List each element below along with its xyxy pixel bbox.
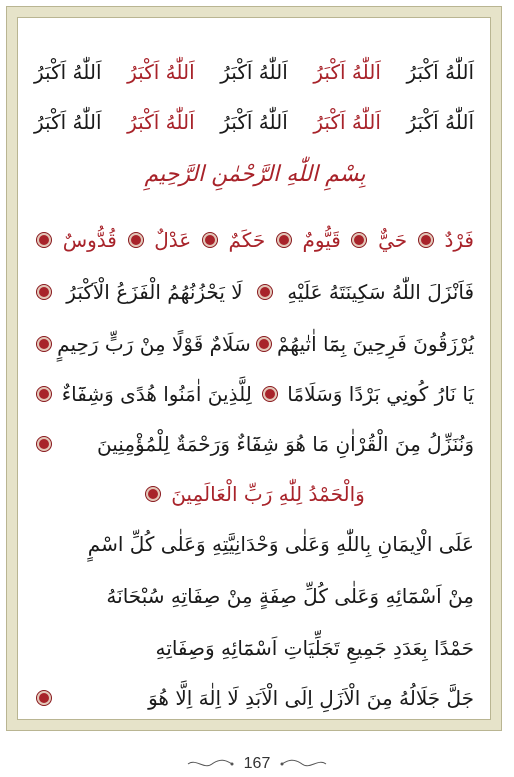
takbir-line-1 (34, 58, 474, 86)
prayer-text: مِنْ اَسْمَٓائِهِ وَعَلٰى كُلِّ صِفَةٍ مِنْ صِفَاتِهِ سُبْحَانَهُ (106, 584, 474, 608)
divine-name: قَيُّومٌ (302, 228, 341, 252)
verse-text: سَلَامٌ قَوْلًا مِنْ رَبٍّ رَحِيمٍ (57, 332, 251, 356)
red-dot-icon (352, 233, 366, 247)
divine-names-line (34, 226, 474, 254)
ornament-right-icon (280, 758, 328, 770)
prayer-text: حَمْدًا بِعَدَدِ جَمِيعِ تَجَلِّيَاتِ اَسْمَٓائِهِ وَصِفَاتِهِ (155, 636, 474, 660)
divine-name: فَرْدٌ (444, 228, 474, 252)
verse-text: لِلَّذِينَ اٰمَنُوا هُدًى وَشِفَٓاءٌ (61, 382, 252, 406)
takbir-phrase: اَللّٰهُ اَكْبَرُ (220, 60, 288, 84)
verse-line-3 (34, 380, 474, 408)
verse-line-2 (34, 330, 474, 358)
page-footer (0, 752, 514, 776)
prayer-line-4 (34, 684, 474, 712)
hamd-line (34, 480, 474, 508)
ornament-left-icon (186, 758, 234, 770)
prayer-line-2 (34, 582, 474, 610)
takbir-line-2 (34, 108, 474, 136)
takbir-phrase: اَللّٰهُ اَكْبَرُ (313, 110, 381, 134)
takbir-phrase: اَللّٰهُ اَكْبَرُ (406, 60, 474, 84)
red-dot-icon (37, 437, 51, 451)
red-dot-icon (203, 233, 217, 247)
red-dot-icon (263, 387, 277, 401)
red-dot-icon (37, 337, 51, 351)
verse-text: يُرْزَقُونَ فَرِحِينَ بِمَٓا اٰتٰيهُمْ (276, 332, 474, 356)
verse-text: يَا نَارُ كُونِي بَرْدًا وَسَلَامًا (287, 382, 474, 406)
takbir-phrase: اَللّٰهُ اَكْبَرُ (220, 110, 288, 134)
page-number: 167 (243, 755, 271, 772)
red-dot-icon (258, 285, 272, 299)
divine-name: قُدُّوسٌ (62, 228, 117, 252)
prayer-text: عَلَى الْاِيمَانِ بِاللّٰهِ وَعَلٰى وَحْدَانِيَّتِهِ وَعَلٰى كُلِّ اسْمٍ (87, 532, 474, 556)
red-dot-icon (277, 233, 291, 247)
divine-name: حَكَمٌ (228, 228, 266, 252)
red-dot-icon (129, 233, 143, 247)
red-dot-icon (37, 285, 51, 299)
takbir-phrase: اَللّٰهُ اَكْبَرُ (313, 60, 381, 84)
red-dot-icon (37, 691, 51, 705)
takbir-phrase: اَللّٰهُ اَكْبَرُ (406, 110, 474, 134)
divine-name: عَدْلٌ (154, 228, 192, 252)
verse-line-4 (34, 430, 474, 458)
takbir-phrase: اَللّٰهُ اَكْبَرُ (127, 60, 195, 84)
hamd-text: وَالْحَمْدُ لِلّٰهِ رَبِّ الْعَالَمِينَ (171, 482, 365, 506)
divine-name: حَيٌّ (378, 228, 408, 252)
prayer-line-1 (34, 530, 474, 558)
verse-text: لَا يَحْزُنُهُمُ الْفَزَعُ الْاَكْبَرُ (66, 280, 243, 304)
red-dot-icon (257, 337, 271, 351)
takbir-phrase: اَللّٰهُ اَكْبَرُ (34, 110, 102, 134)
verse-text: فَاَنْزَلَ اللّٰهُ سَكِينَتَهُ عَلَيْهِ (287, 280, 474, 304)
takbir-phrase: اَللّٰهُ اَكْبَرُ (34, 60, 102, 84)
verse-line-1 (34, 278, 474, 306)
takbir-phrase: اَللّٰهُ اَكْبَرُ (127, 110, 195, 134)
basmala-calligraphy: بِسْمِ اللّٰهِ الرَّحْمٰنِ الرَّحِيمِ (144, 162, 366, 187)
red-dot-icon (419, 233, 433, 247)
prayer-line-3 (34, 634, 474, 662)
prayer-text: جَلَّ جَلَالُهُ مِنَ الْاَزَلِ اِلَى الْاَبَدِ لَا اِلٰهَ اِلَّا هُوَ (148, 686, 474, 710)
red-dot-icon (146, 487, 160, 501)
red-dot-icon (37, 387, 51, 401)
red-dot-icon (37, 233, 51, 247)
verse-text: وَنُنَزِّلُ مِنَ الْقُرْاٰنِ مَا هُوَ شِفَٓاءٌ وَرَحْمَةٌ لِلْمُؤْمِنِينَ (97, 432, 474, 456)
